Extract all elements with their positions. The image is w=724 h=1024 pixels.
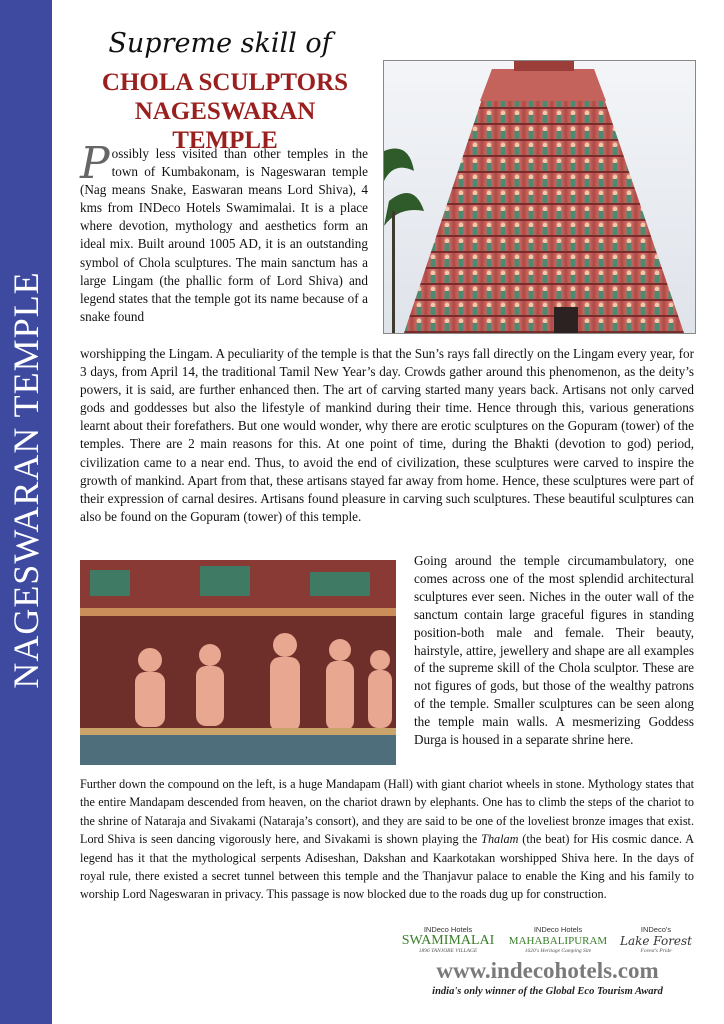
right-paragraph: Going around the temple circumambulatory, one comes across one of the most splendid architectural sculptures ever seen. Niches in the outer wall of the sanctum contain large graceful figures in standing position-both male and female. Their beauty, hairstyle, attire, jewellery and shape are all examples of the supreme skill of the Chola sculptor. These are not figures of gods, but those of the wealthy patrons of the temple. Smaller sculptures can be seen along the temple main walls. A mesmerizing Goddess Durga is housed in a separate shrine here.	[414, 553, 694, 748]
logo-name: SWAMIMALAI	[401, 933, 495, 948]
intro-text: ossibly less visited than other temples in the town of Kumbakonam, is Nageswaran temple (Nag means Snake, Easwaran means Lord Shiva), 4 kms from INDeco Hotels Swamimalai. It is a place where devotion, mythology and aesthetics form an ideal mix. Built around 1005 AD, it is an outstanding symbol of Chola sculptures. The main sanctum has a large Lingam (the phallic form of Lord Shiva) and legend states that the temple got its name because of a snake found	[80, 146, 368, 324]
logo-brand: INDeco's	[640, 925, 672, 934]
title-line-2: NAGESWARAN TEMPLE	[134, 98, 316, 154]
logo-tag: 1620's Heritage Camping Site	[524, 948, 592, 954]
logo-swamimalai[interactable]	[398, 925, 498, 954]
bottom-text-thalam: Thalam	[481, 832, 519, 847]
logo-lake-forest[interactable]	[616, 925, 696, 954]
page-title	[80, 68, 370, 155]
logo-mahabalipuram[interactable]	[504, 925, 612, 954]
title-line-1: CHOLA SCULPTORS	[101, 69, 349, 96]
website-link[interactable]: www.indecohotels.com	[436, 958, 659, 983]
logo-tag: 1896 TANJORE VILLAGE	[418, 948, 478, 954]
logo-name: MAHABALIPURAM	[508, 935, 608, 947]
award-tagline: india's only winner of the Global Eco Tourism Award	[432, 986, 663, 997]
bottom-text-b: (the beat) for His cosmic dance. A legend has it that the mythological serpents Adiseshan, Dakshan and Kaarkotakan worshipped Shiva here. In the days of royal rule, there existed a secret tunnel between this temple and the Thanjavur palace to enable the King and his family to worship Lord Nageswaran in privacy. This passage is now blocked due to the roads dug up for construction.	[80, 832, 694, 902]
intro-paragraph	[80, 138, 368, 326]
logo-brand: INDeco Hotels	[533, 925, 583, 934]
bottom-text-a: Further down the compound on the left, is a huge Mandapam (Hall) with giant chariot wheels in stone. Mythology states that the entire Mandapam descended from heaven, on the chariot drawn by elephants. One has to climb the steps of the chariot to the shrine of Nataraja and Sivakami (Nataraja’s consort), and they are said to be one of the loveliest bronze images that exist. Lord Shiva is seen dancing vigorously here, and Sivakami is shown playing the	[80, 777, 694, 847]
gopuram-photo	[383, 60, 696, 334]
logo-brand: INDeco Hotels	[423, 925, 473, 934]
gopuram-illustration	[384, 61, 695, 333]
sidebar-title: NAGESWARAN TEMPLE	[6, 271, 46, 689]
header-eyebrow: Supreme skill of	[108, 28, 332, 59]
sculpture-photo	[80, 560, 396, 765]
hotel-logos	[398, 925, 698, 961]
sculpture-illustration	[80, 560, 396, 765]
dropcap: P	[80, 138, 110, 189]
sidebar-band	[0, 0, 52, 1024]
logo-name: Lake Forest	[619, 934, 693, 948]
bottom-paragraph	[80, 775, 694, 904]
middle-paragraph: worshipping the Lingam. A peculiarity of the temple is that the Sun’s rays fall directly on the Lingam every year, for 3 days, from April 14, the traditional Tamil New Year’s day. Crowds gather around this phenomenon, as the deity’s powers, it is said, are further enhanced then. The art of carving started many years back. Artisans not only carved gods and goddesses but also the lifestyle of mankind during their time. Hence through this, various generations learnt about their forefathers. But one would wonder, why there are erotic sculptures on the Gopuram (tower) of the temples. There are 2 main reasons for this. At one point of time, during the Bhakti (devotion to god) period, civilization came to a near end. Thus, to avoid the end of civilization, these sculptures were carved to inspire the growth of mankind. Apart from that, these artisans stayed far away from home. Hence, these sculptures were part of their expression of carnal desires. Artisans found pleasure in carving such sculptures. These beautiful sculptures can also be found on the Gopuram (tower) of this temple.	[80, 346, 694, 524]
logo-tag: Forest's Pride	[640, 948, 672, 954]
